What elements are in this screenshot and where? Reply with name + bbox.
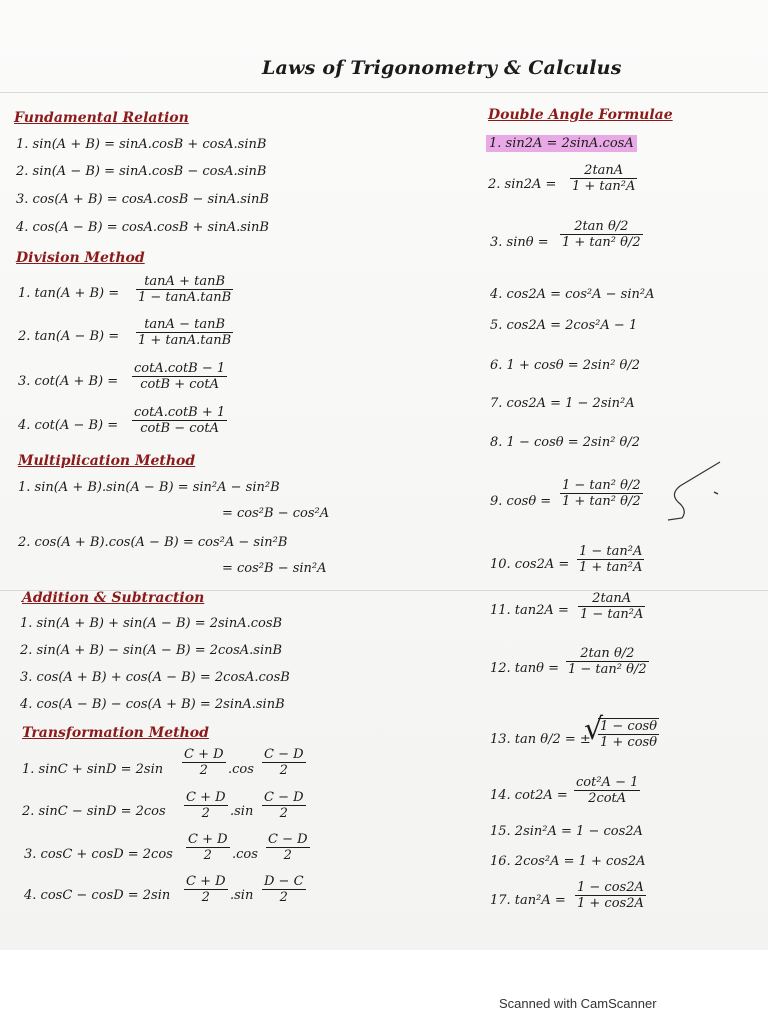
denominator: 2 <box>201 890 210 905</box>
double-angle-14-fraction <box>574 775 640 806</box>
transformation-item-1-frac-a <box>182 747 226 778</box>
denominator: 2 <box>279 806 288 821</box>
double-angle-12-lhs: 12. tanθ = <box>490 661 560 676</box>
addition-item-2: 2. sin(A + B) − sin(A − B) = 2cosA.sinB <box>20 643 283 658</box>
denominator: 1 + tan²A <box>579 560 643 575</box>
transformation-item-1-mid: .cos <box>228 762 254 777</box>
numerator: 1 − cosθ <box>600 719 658 734</box>
heading-double-angle-formulae: Double Angle Formulae <box>488 107 673 123</box>
transformation-item-2-frac-b <box>262 790 306 821</box>
double-angle-15: 15. 2sin²A = 1 − cos2A <box>490 824 643 839</box>
multiplication-item-2: 2. cos(A + B).cos(A − B) = cos²A − sin²B <box>18 535 288 550</box>
transformation-item-4-lhs: 4. cosC − cosD = 2sin <box>24 888 171 903</box>
double-angle-2-fraction <box>570 163 637 194</box>
fundamental-item-2: 2. sin(A − B) = sinA.cosB − cosA.sinB <box>16 164 267 179</box>
denominator: 2 <box>283 848 292 863</box>
double-angle-3-lhs: 3. sinθ = <box>490 235 549 250</box>
transformation-item-3-mid: .cos <box>232 847 258 862</box>
double-angle-4: 4. cos2A = cos²A − sin²A <box>490 287 655 302</box>
denominator: 1 + tan² θ/2 <box>562 235 641 250</box>
numerator: 2tanA <box>578 591 645 607</box>
double-angle-3-fraction <box>560 219 643 250</box>
denominator: 2 <box>279 890 288 905</box>
division-item-3-lhs: 3. cot(A + B) = <box>18 374 119 389</box>
denominator: 2 <box>203 848 212 863</box>
heading-division-method: Division Method <box>16 250 145 266</box>
transformation-item-3-lhs: 3. cosC + cosD = 2cos <box>24 847 173 862</box>
denominator: 1 + cosθ <box>600 735 658 750</box>
double-angle-13-lhs: 13. tan θ/2 = ± <box>490 732 591 747</box>
division-item-4-lhs: 4. cot(A − B) = <box>18 418 119 433</box>
highlighted-formula: 1. sin2A = 2sinA.cosA <box>486 135 637 152</box>
double-angle-11-fraction <box>578 591 645 622</box>
double-angle-16: 16. 2cos²A = 1 + cos2A <box>490 854 646 869</box>
denominator: 2 <box>279 763 288 778</box>
numerator: cot²A − 1 <box>576 775 639 790</box>
fundamental-item-4: 4. cos(A − B) = cosA.cosB + sinA.sinB <box>16 220 269 235</box>
double-angle-13-fraction <box>598 718 659 750</box>
double-angle-6: 6. 1 + cosθ = 2sin² θ/2 <box>490 358 641 373</box>
numerator: C − D <box>268 832 308 847</box>
heading-fundamental-relation: Fundamental Relation <box>14 110 189 126</box>
double-angle-17-fraction <box>575 880 646 911</box>
transformation-item-4-frac-a <box>184 874 228 905</box>
denominator: 1 − tanA.tanB <box>138 290 232 305</box>
numerator: tanA + tanB <box>136 274 233 290</box>
division-item-4-fraction <box>132 405 227 436</box>
heading-addition-subtraction: Addition & Subtraction <box>22 590 205 606</box>
heading-transformation-method: Transformation Method <box>22 725 209 741</box>
heading-multiplication-method: Multiplication Method <box>18 453 196 469</box>
transformation-item-4-frac-b <box>262 874 306 905</box>
transformation-item-1-frac-b <box>262 747 306 778</box>
double-angle-9-lhs: 9. cosθ = <box>490 494 552 509</box>
numerator: 2tan θ/2 <box>566 646 649 662</box>
transformation-item-3-frac-b <box>266 832 310 863</box>
addition-item-4: 4. cos(A − B) − cos(A + B) = 2sinA.sinB <box>20 697 285 712</box>
double-angle-5: 5. cos2A = 2cos²A − 1 <box>490 318 638 333</box>
double-angle-14-lhs: 14. cot2A = <box>490 788 568 803</box>
sqrt-symbol: √ <box>584 712 604 747</box>
division-item-1-lhs: 1. tan(A + B) = <box>18 286 120 301</box>
numerator: tanA − tanB <box>136 317 233 333</box>
addition-item-3: 3. cos(A + B) + cos(A − B) = 2cosA.cosB <box>20 670 290 685</box>
denominator: 1 − tan²A <box>580 607 644 622</box>
denominator: 2 <box>201 806 210 821</box>
numerator: cotA.cotB − 1 <box>134 361 226 376</box>
multiplication-item-1-cont: = cos²B − cos²A <box>222 506 330 521</box>
transformation-item-2-mid: .sin <box>230 804 254 819</box>
numerator: D − C <box>264 874 304 889</box>
double-angle-1 <box>486 136 637 151</box>
multiplication-item-2-cont: = cos²B − sin²A <box>222 561 327 576</box>
scanner-watermark: Scanned with CamScanner <box>499 996 657 1011</box>
numerator: C + D <box>186 874 226 889</box>
denominator: 1 + tanA.tanB <box>138 333 232 348</box>
double-angle-8: 8. 1 − cosθ = 2sin² θ/2 <box>490 435 641 450</box>
pen-scribble-icon <box>660 458 730 528</box>
division-item-3-fraction <box>132 361 227 392</box>
denominator: 1 + tan² θ/2 <box>562 494 641 509</box>
fundamental-item-1: 1. sin(A + B) = sinA.cosB + cosA.sinB <box>16 137 267 152</box>
numerator: 1 − cos2A <box>577 880 644 895</box>
double-angle-10-lhs: 10. cos2A = <box>490 557 570 572</box>
numerator: C + D <box>186 790 226 805</box>
division-item-2-lhs: 2. tan(A − B) = <box>18 329 120 344</box>
double-angle-7: 7. cos2A = 1 − 2sin²A <box>490 396 635 411</box>
numerator: C + D <box>184 747 224 762</box>
transformation-item-2-frac-a <box>184 790 228 821</box>
double-angle-12-fraction <box>566 646 649 677</box>
denominator: 2 <box>199 763 208 778</box>
multiplication-item-1: 1. sin(A + B).sin(A − B) = sin²A − sin²B <box>18 480 280 495</box>
denominator: 1 + tan²A <box>572 179 636 194</box>
fundamental-item-3: 3. cos(A + B) = cosA.cosB − sinA.sinB <box>16 192 269 207</box>
page-title: Laws of Trigonometry & Calculus <box>262 57 622 79</box>
transformation-item-3-frac-a <box>186 832 230 863</box>
numerator: 2tanA <box>570 163 637 179</box>
double-angle-11-lhs: 11. tan2A = <box>490 603 569 618</box>
double-angle-10-fraction <box>577 544 644 575</box>
division-item-1-fraction <box>136 274 233 305</box>
double-angle-9-fraction <box>560 478 643 509</box>
numerator: C − D <box>264 790 304 805</box>
transformation-item-4-mid: .sin <box>230 888 254 903</box>
addition-item-1: 1. sin(A + B) + sin(A − B) = 2sinA.cosB <box>20 616 283 631</box>
double-angle-17-lhs: 17. tan²A = <box>490 893 566 908</box>
transformation-item-2-lhs: 2. sinC − sinD = 2cos <box>22 804 166 819</box>
numerator: C + D <box>188 832 228 847</box>
numerator: cotA.cotB + 1 <box>134 405 226 420</box>
numerator: 1 − tan² θ/2 <box>562 478 641 493</box>
denominator: cotB + cotA <box>140 377 219 392</box>
double-angle-2-lhs: 2. sin2A = <box>488 177 557 192</box>
numerator: C − D <box>264 747 304 762</box>
denominator: 1 + cos2A <box>577 896 644 911</box>
division-item-2-fraction <box>136 317 233 348</box>
denominator: 1 − tan² θ/2 <box>568 662 647 677</box>
numerator: 2tan θ/2 <box>560 219 643 235</box>
fold-line <box>0 92 768 93</box>
denominator: cotB − cotA <box>140 421 219 436</box>
transformation-item-1-lhs: 1. sinC + sinD = 2sin <box>22 762 164 777</box>
numerator: 1 − tan²A <box>579 544 643 559</box>
denominator: 2cotA <box>588 791 627 806</box>
